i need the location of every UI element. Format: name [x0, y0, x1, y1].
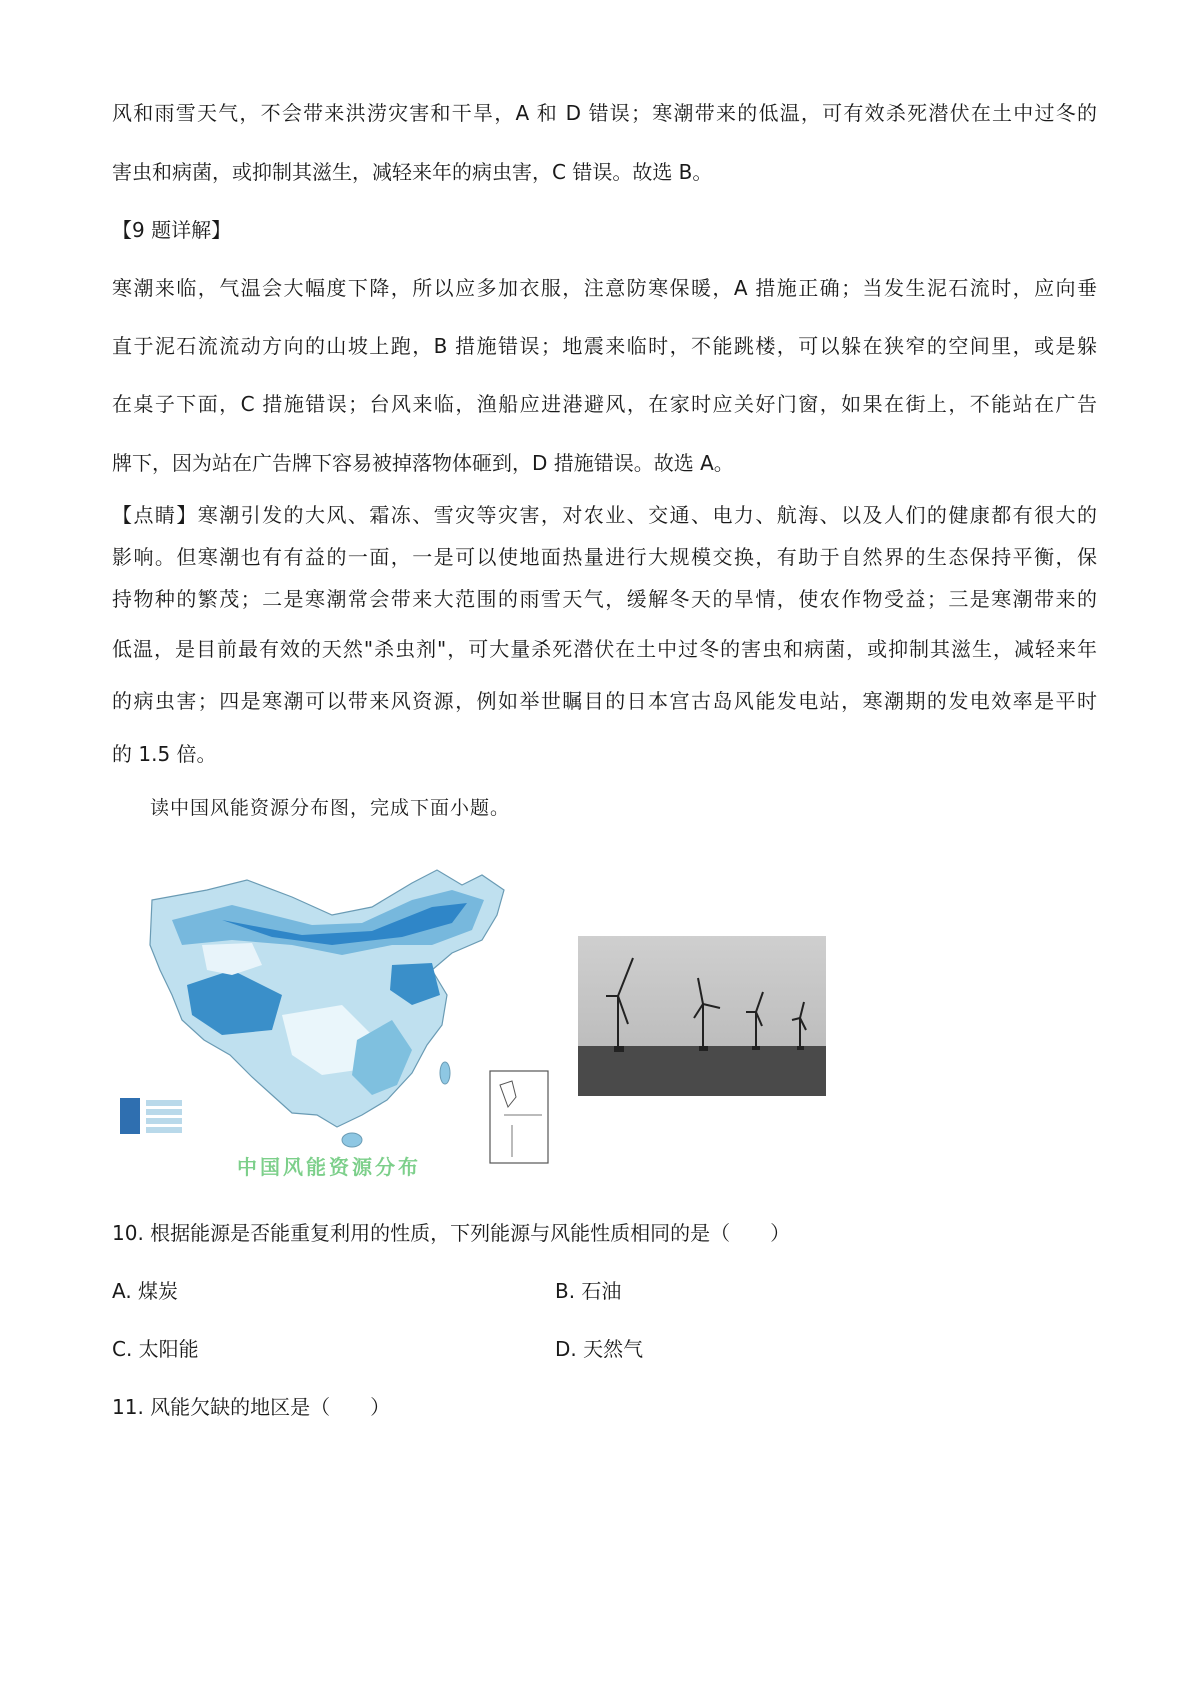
hainan-island	[342, 1133, 362, 1147]
paragraph-line: 的病虫害；四是寒潮可以带来风资源，例如举世瞩目的日本宫古岛风能发电站，寒潮期的发电效率是平时	[112, 689, 1097, 713]
taiwan-island	[440, 1062, 450, 1084]
map-legend	[120, 1098, 182, 1134]
paragraph-line: 风和雨雪天气，不会带来洪涝灾害和干旱，A 和 D 错误；寒潮带来的低温，可有效杀死潜伏在土中过冬的	[112, 101, 1097, 125]
china-wind-map-figure	[112, 845, 572, 1180]
china-wind-map	[112, 845, 572, 1180]
paragraph-line: 牌下，因为站在广告牌下容易被掉落物体砸到，D 措施错误。故选 A。	[112, 451, 734, 475]
question-11: 11. 风能欠缺的地区是（ ）	[112, 1395, 391, 1419]
question-intro: 读中国风能资源分布图，完成下面小题。	[150, 797, 511, 819]
option-d[interactable]: D. 天然气	[555, 1337, 644, 1361]
question-10: 10. 根据能源是否能重复利用的性质，下列能源与风能性质相同的是（ ）	[112, 1221, 791, 1245]
wind-turbine-photo	[578, 936, 826, 1096]
option-b[interactable]: B. 石油	[555, 1279, 622, 1303]
option-a[interactable]: A. 煤炭	[112, 1279, 179, 1303]
option-c[interactable]: C. 太阳能	[112, 1337, 199, 1361]
paragraph-line: 害虫和病菌，或抑制其滋生，减轻来年的病虫害，C 错误。故选 B。	[112, 160, 713, 184]
south-china-sea-inset	[490, 1071, 548, 1163]
paragraph-line: 直于泥石流流动方向的山坡上跑，B 措施错误；地震来临时，不能跳楼，可以躲在狭窄的空间里，或是躲	[112, 334, 1097, 358]
map-caption: 中国风能资源分布	[237, 1155, 421, 1179]
paragraph-line: 低温，是目前最有效的天然"杀虫剂"，可大量杀死潜伏在土中过冬的害虫和病菌，或抑制其滋生，减轻来年	[112, 637, 1097, 661]
paragraph-line: 寒潮来临，气温会大幅度下降，所以应多加衣服，注意防寒保暖，A 措施正确；当发生泥石流时，应向垂	[112, 276, 1097, 300]
paragraph-line: 【点睛】寒潮引发的大风、霜冻、雪灾等灾害，对农业、交通、电力、航海、以及人们的健康都有很大的	[112, 503, 1097, 527]
paragraph-line: 在桌子下面，C 措施错误；台风来临，渔船应进港避风，在家时应关好门窗，如果在街上，不能站在广告	[112, 392, 1097, 416]
paragraph-line: 持物种的繁茂；二是寒潮常会带来大范围的雨雪天气，缓解冬天的旱情，使农作物受益；三是寒潮带来的	[112, 587, 1097, 611]
section-heading: 【9 题详解】	[112, 218, 232, 242]
offshore-wind-photo	[578, 936, 826, 1096]
paragraph-line: 的 1.5 倍。	[112, 742, 217, 766]
paragraph-line: 影响。但寒潮也有有益的一面，一是可以使地面热量进行大规模交换，有助于自然界的生态保持平衡，保	[112, 545, 1097, 569]
